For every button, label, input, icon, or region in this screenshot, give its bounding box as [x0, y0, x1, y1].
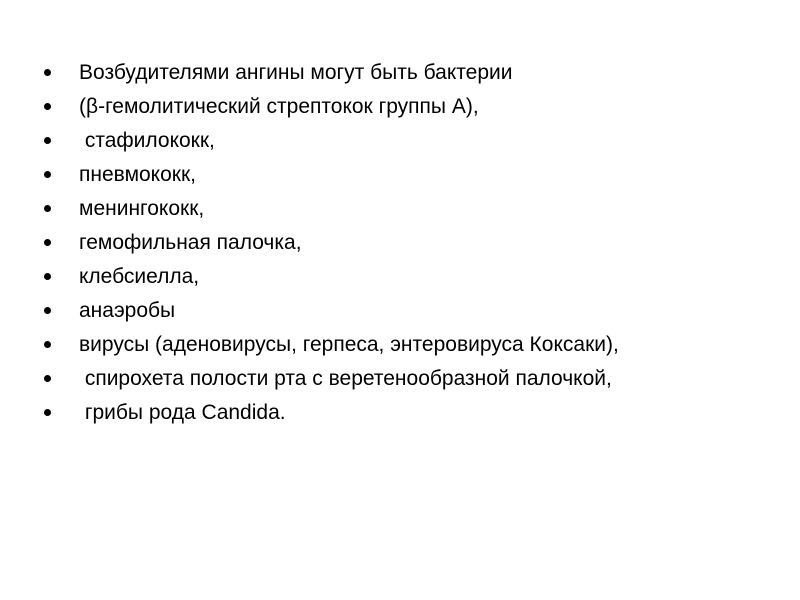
bullet-list	[44, 56, 619, 430]
list-item	[44, 396, 286, 430]
list-item-text: клебсиелла,	[79, 265, 200, 288]
list-item-text: вирусы (аденовирусы, герпеса, энтеровируса Коксаки),	[79, 333, 619, 356]
list-item	[44, 294, 176, 328]
list-item	[44, 90, 479, 124]
list-item	[44, 260, 200, 294]
bullet-icon	[44, 273, 51, 280]
bullet-icon	[44, 69, 51, 76]
bullet-icon	[44, 341, 51, 348]
list-item-text: (β-гемолитический стрептокок группы А),	[79, 95, 479, 118]
bullet-icon	[44, 171, 51, 178]
list-item	[44, 56, 513, 90]
list-item-text: грибы рода Candida.	[79, 401, 286, 424]
list-item-text: гемофильная палочка,	[79, 231, 302, 254]
list-item-text: пневмококк,	[79, 163, 196, 186]
bullet-icon	[44, 239, 51, 246]
list-item-text: стафилококк,	[79, 129, 215, 152]
list-item-text: менингококк,	[79, 197, 205, 220]
bullet-icon	[44, 205, 51, 212]
list-item	[44, 328, 619, 362]
bullet-icon	[44, 307, 51, 314]
list-item-text: анаэробы	[79, 299, 176, 322]
list-item	[44, 158, 196, 192]
bullet-icon	[44, 375, 51, 382]
list-item	[44, 124, 215, 158]
list-item-text: спирохета полости рта с веретенообразной палочкой,	[79, 367, 612, 390]
list-item	[44, 192, 205, 226]
list-item-text: Возбудителями ангины могут быть бактерии	[79, 61, 513, 84]
list-item	[44, 226, 302, 260]
bullet-icon	[44, 103, 51, 110]
bullet-icon	[44, 137, 51, 144]
list-item	[44, 362, 612, 396]
bullet-icon	[44, 409, 51, 416]
